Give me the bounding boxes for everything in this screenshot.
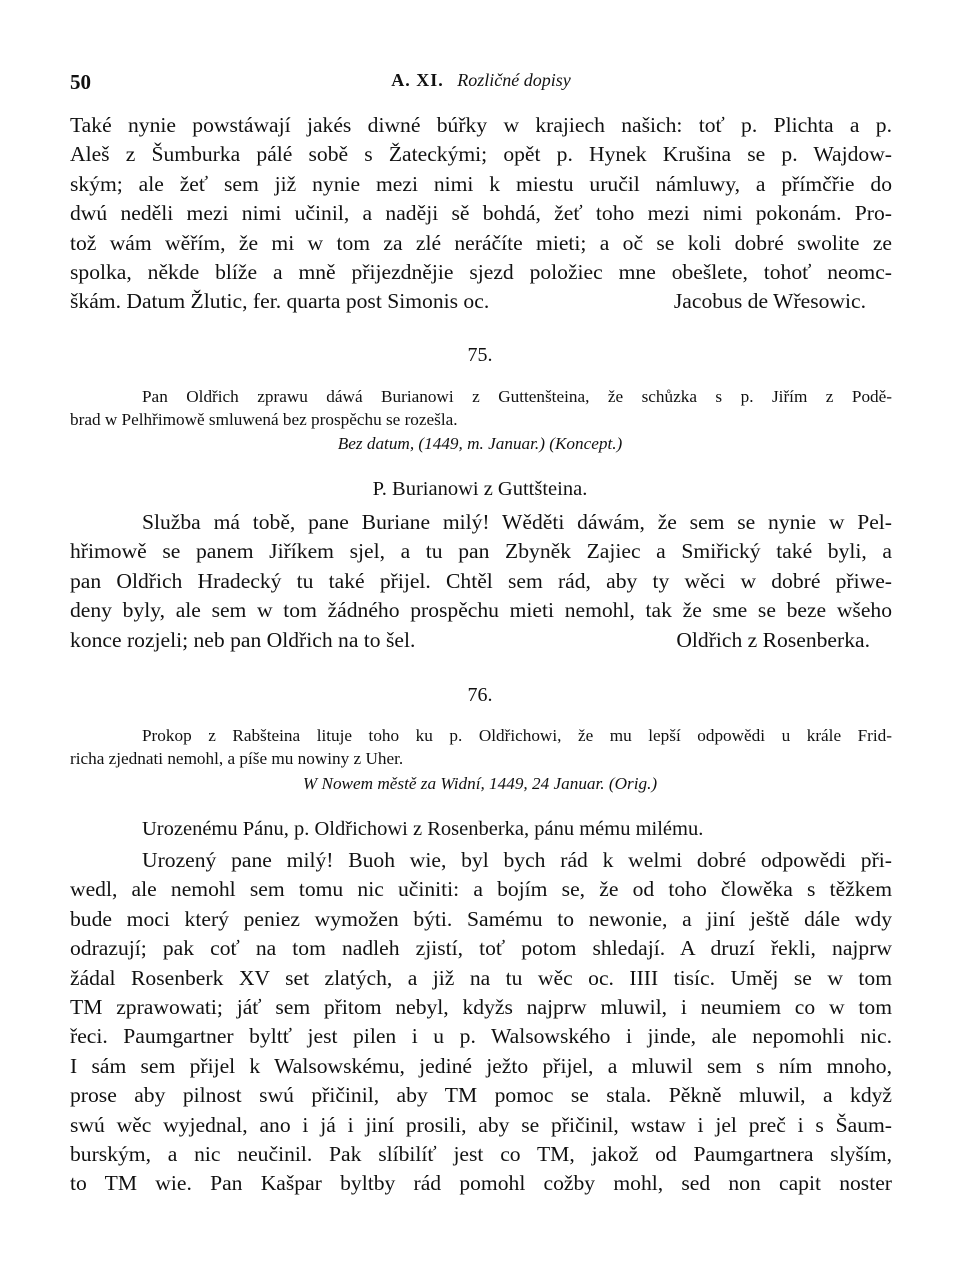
text-line: hřimowě se panem Jiříkem sjel, a tu pan Zbyněk Zajiec a Smiřický také byli, a (70, 539, 892, 564)
letter-74-text (70, 111, 892, 317)
text-line (70, 626, 892, 655)
text-line: burským, a nic neučinil. Pak slíbilíť jest co TM, jakož od Paumgartnera slyším, (70, 1142, 892, 1167)
text-line: I sám sem přijel k Walsowskému, jediné ježto přijel, a mluwil sem s ním mnoho, (70, 1053, 892, 1078)
regest (70, 724, 892, 770)
text-line: wedl, ale nemohl sem tomu nic učiniti: a bojím se, že od toho člowěka s těžkem (70, 877, 892, 902)
running-head (70, 70, 892, 94)
text-line: dwú neděli mezi nimi učinil, a naději sě bohdá, žeť toho mezi nimi pokonám. Pro- (70, 201, 892, 226)
text-line: Aleš z Šumburka pálé sobě s Žateckými; opět p. Hynek Krušina se p. Wajdow- (70, 142, 892, 167)
address-line: Urozenému Pánu, p. Oldřichowi z Rosenberka, pánu mému milému. (142, 818, 704, 840)
dating-line: Bez datum, (1449, m. Januar.) (Koncept.) (337, 434, 623, 453)
text-line: odrazují; pak coť na tom nadleh zjistí, toť potom shledají. A druzí řekli, najprw (70, 936, 892, 961)
letter-75-text (70, 508, 892, 655)
signature: Jacobus de Wřesowic. (673, 289, 866, 314)
page-number: 50 (70, 70, 91, 94)
text-line: Také nynie powstáwají jakés diwné búřky w krajiech našich: toť p. Plichta a p. (70, 113, 892, 137)
text-line: deny byly, ale sem w tom žádného prospěchu mieti nemohl, tak že sme se beze wšeho (70, 598, 892, 623)
text-line: to TM wie. Pan Kašpar byltby rád pomohl cožby mohl, sed non capit noster (70, 1171, 892, 1196)
regest (70, 385, 892, 431)
text-line-content: konce rozjeli; neb pan Oldřich na to šel. (70, 627, 416, 652)
text-line: řeci. Paumgartner byltť jest pilen i u p. Walsowského i jinde, ale nepomohli nic. (70, 1024, 892, 1049)
text-line: tož wám wěřím, že mi w tom za zlé neráčíte mieti; a oč se koli dobré swolite ze (70, 230, 892, 255)
text-line: prose aby pilnost swú přičinil, aby TM pomoc se stala. Pěkně mluwil, a když (70, 1083, 892, 1108)
text-line: bude moci který peniez wymožen býti. Samému to newonie, a jiní ještě dále wdy (70, 906, 892, 931)
letter-76-text (70, 846, 892, 1199)
regest-line: richa zjednati nemohl, a píše mu nowiny z Uher. (70, 749, 404, 768)
text-line: spolka, někde blíže a mně přijezdnějie sjezd položiec mne obešlete, tohoť neomc- (70, 260, 892, 285)
section-label: A. XI. (391, 70, 444, 90)
text-line: pan Oldřich Hradecký tu také přijel. Chtěl sem rád, aby ty wěci w dobré přiwe- (70, 568, 892, 593)
text-line: Služba má tobě, pane Buriane milý! Wěděti dáwám, že sem se nynie w Pel- (142, 510, 892, 534)
text-line: ským; ale žeť sem již nynie mezi nimi k miestu uručil námluwy, a přímčřie do (70, 171, 892, 196)
document-number: 76. (467, 684, 493, 706)
regest-line: Prokop z Rabšteina lituje toho ku p. Oldřichowi, že mu lepší odpowědi u krále Frid- (142, 726, 892, 745)
document-number: 75. (467, 344, 493, 366)
section-topic: Rozličné dopisy (457, 70, 571, 90)
text-line (70, 287, 892, 316)
text-line-content: škám. Datum Žlutic, fer. quarta post Simonis oc. (70, 289, 490, 314)
regest-line: brad w Pelhřimowě smluwená bez prospěchu se rozešla. (70, 410, 458, 429)
regest-line: Pan Oldřich zprawu dáwá Burianowi z Guttenšteina, že schůzka s p. Jiřím z Podě- (142, 387, 892, 406)
text-line: swú wěc wyjednal, ano i já i jiní prosili, aby se přičinil, wstaw i jel preč i s Šaum- (70, 1112, 892, 1137)
signature: Oldřich z Rosenberka. (676, 627, 870, 652)
address-line: P. Burianowi z Guttšteina. (372, 478, 588, 500)
text-line: Urozený pane milý! Buoh wie, byl bych rád k welmi dobré odpowědi při- (142, 848, 892, 872)
text-line: TM zprawowati; jáť sem přitom nebyl, kdyžs najprw mluwil, i neumiem co w tom (70, 995, 892, 1020)
dating-line: W Nowem městě za Widní, 1449, 24 Januar. (Orig.) (302, 774, 658, 793)
text-line: žádal Rosenberk XV set zlatých, a již na tu wěc oc. IIII tisíc. Uměj se w tom (70, 965, 892, 990)
running-title (70, 70, 892, 91)
